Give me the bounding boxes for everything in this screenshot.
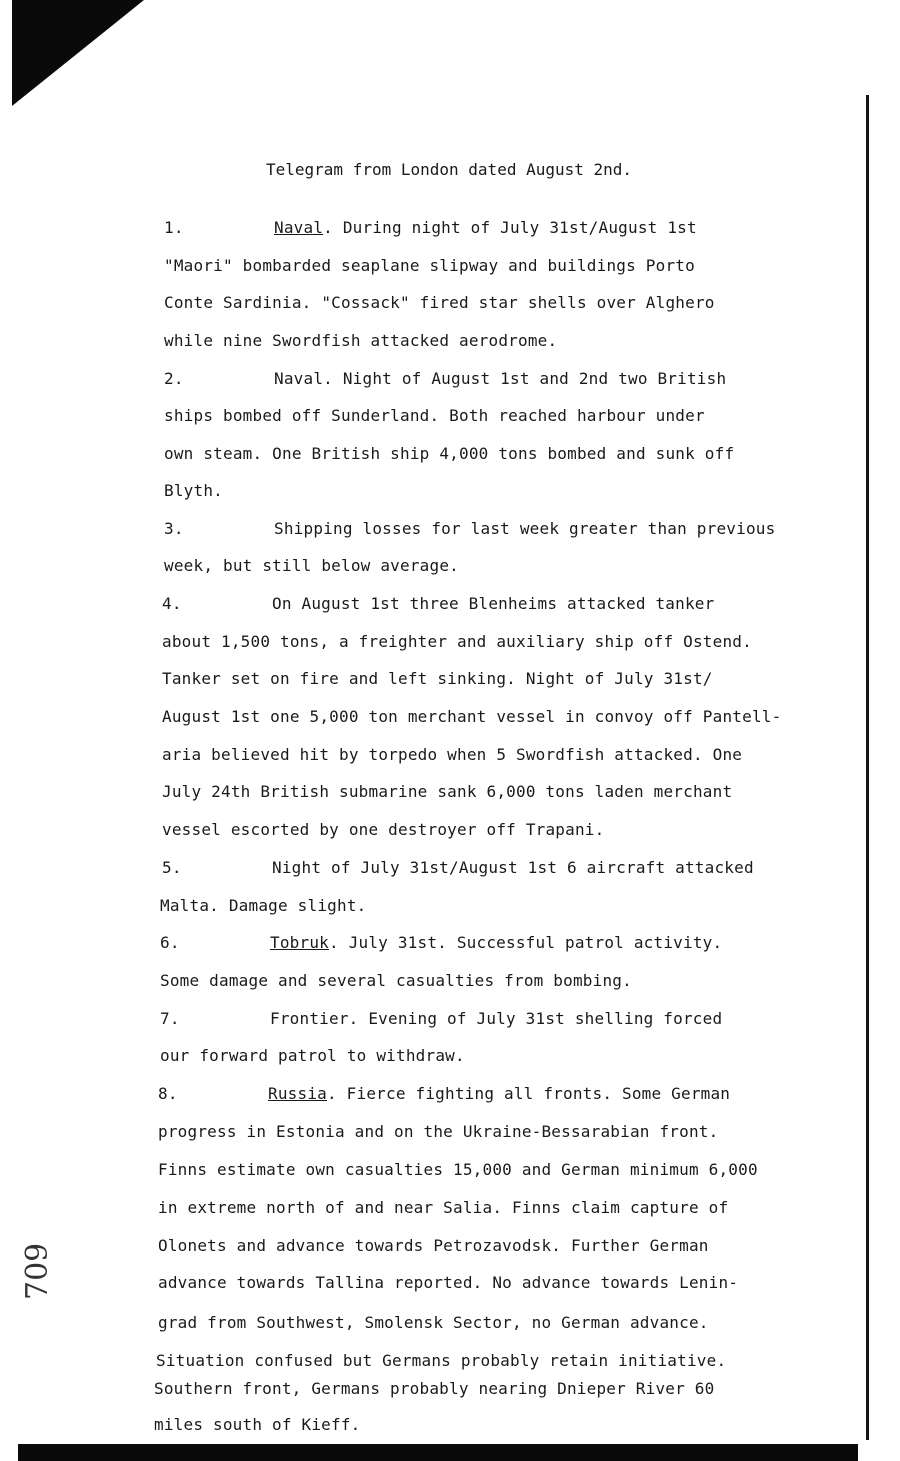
para-8-line-2: progress in Estonia and on the Ukraine-Bessarabian front. xyxy=(158,1122,719,1141)
para-2-line-3: own steam. One British ship 4,000 tons bombed and sunk off xyxy=(164,444,735,463)
scan-corner-mark xyxy=(12,0,144,106)
para-8-line-3: Finns estimate own casualties 15,000 and German minimum 6,000 xyxy=(158,1160,758,1179)
topic-tobruk: Tobruk xyxy=(270,933,329,952)
para-5-line-1: 5. Night of July 31st/August 1st 6 aircraft attacked xyxy=(162,858,754,877)
para-3-line-2: week, but still below average. xyxy=(164,556,459,575)
para-4-line-5: aria believed hit by torpedo when 5 Swordfish attacked. One xyxy=(162,745,743,764)
para-2-line-1: 2. Naval. Night of August 1st and 2nd two British xyxy=(164,369,727,388)
para-4-line-6: July 24th British submarine sank 6,000 tons laden merchant xyxy=(162,782,733,801)
para-1-line-1: 1. Naval. During night of July 31st/August 1st xyxy=(164,218,697,237)
para-1-line-4: while nine Swordfish attacked aerodrome. xyxy=(164,331,558,350)
para-1-line-2: "Maori" bombarded seaplane slipway and buildings Porto xyxy=(164,256,695,275)
para-8-line-10: miles south of Kieff. xyxy=(154,1415,361,1434)
para-8-line-8: Situation confused but Germans probably retain initiative. xyxy=(156,1351,727,1370)
document-title: Telegram from London dated August 2nd. xyxy=(266,160,633,179)
para-1-line-3: Conte Sardinia. "Cossack" fired star shells over Alghero xyxy=(164,293,715,312)
para-4-line-2: about 1,500 tons, a freighter and auxiliary ship off Ostend. xyxy=(162,632,752,651)
para-6-line-2: Some damage and several casualties from bombing. xyxy=(160,971,632,990)
para-2-line-4: Blyth. xyxy=(164,481,223,500)
topic-naval: Naval xyxy=(274,218,324,237)
para-6-line-1: 6. Tobruk. July 31st. Successful patrol activity. xyxy=(160,933,723,952)
para-2-line-2: ships bombed off Sunderland. Both reached harbour under xyxy=(164,406,705,425)
para-8-line-7: grad from Southwest, Smolensk Sector, no German advance. xyxy=(158,1313,709,1332)
para-3-line-1: 3. Shipping losses for last week greater than previous xyxy=(164,519,776,538)
para-4-line-1: 4. On August 1st three Blenheims attacked tanker xyxy=(162,594,715,613)
para-4-line-7: vessel escorted by one destroyer off Trapani. xyxy=(162,820,605,839)
topic-russia: Russia xyxy=(268,1084,327,1103)
para-8-line-1: 8. Russia. Fierce fighting all fronts. Some German xyxy=(158,1084,731,1103)
para-8-line-5: Olonets and advance towards Petrozavodsk. Further German xyxy=(158,1236,709,1255)
scan-bottom-edge xyxy=(18,1444,858,1461)
para-8-line-6: advance towards Tallina reported. No advance towards Lenin- xyxy=(158,1273,739,1292)
para-8-line-4: in extreme north of and near Salia. Finns claim capture of xyxy=(158,1198,729,1217)
para-8-line-9: Southern front, Germans probably nearing Dnieper River 60 xyxy=(154,1379,715,1398)
scan-right-edge xyxy=(866,95,869,1440)
para-4-line-4: August 1st one 5,000 ton merchant vessel in convoy off Pantell- xyxy=(162,707,782,726)
para-7-line-1: 7. Frontier. Evening of July 31st shelling forced xyxy=(160,1009,723,1028)
para-7-line-2: our forward patrol to withdraw. xyxy=(160,1046,465,1065)
para-5-line-2: Malta. Damage slight. xyxy=(160,896,367,915)
folio-number: 709 xyxy=(20,1242,55,1300)
para-4-line-3: Tanker set on fire and left sinking. Night of July 31st/ xyxy=(162,669,713,688)
